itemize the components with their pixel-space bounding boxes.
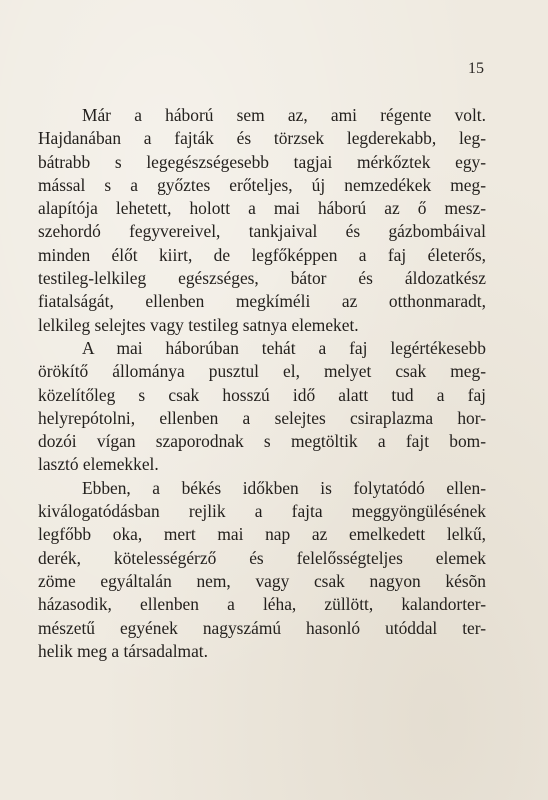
- paragraph-1-line-9: fiatalságát, ellenben megkíméli az otthonmaradt,: [38, 291, 486, 312]
- paragraph-3-line-2: kiválogatódásban rejlik a fajta meggyöngülésének: [38, 501, 486, 522]
- paragraph-3-line-7: mészetű egyének nagyszámú hasonló utóddal ter-: [38, 617, 486, 638]
- paragraph-2-line-4: helyrepótolni, ellenben a selejtes csiraplazma hor-: [38, 407, 486, 428]
- paragraph-1-line-5: alapítója lehetett, holott a mai háború az ő mesz-: [38, 198, 486, 219]
- paragraph-3-line-5: zöme egyáltalán nem, vagy csak nagyon késõn: [38, 570, 486, 591]
- body-text: [38, 104, 486, 663]
- paragraph-2-line-1: A mai háborúban tehát a faj legértékesebb: [82, 337, 486, 358]
- paragraph-1-line-2: Hajdanában a fajták és törzsek legderekabb, leg-: [38, 128, 486, 149]
- page-number: 15: [468, 60, 484, 77]
- paragraph-2-line-2: örökítő állománya pusztul el, melyet csak meg-: [38, 361, 486, 382]
- paragraph-1-line-1: Már a háború sem az, ami régente volt.: [82, 105, 486, 125]
- paragraph-3-line-8: helik meg a társadalmat.: [38, 640, 208, 661]
- paragraph-1-line-7: minden élőt kiirt, de legfőképpen a faj életerős,: [38, 244, 486, 265]
- paragraph-2-line-3: közelítőleg s csak hosszú idő alatt tud a faj: [38, 384, 486, 405]
- paragraph-3-line-4: derék, kötelességérző és felelősségteljes elemek: [38, 547, 486, 568]
- paragraph-1-line-10: lelkileg selejtes vagy testileg satnya elemeket.: [38, 314, 359, 335]
- paragraph-1-line-3: bátrabb s legegészségesebb tagjai mérkőztek egy-: [38, 151, 486, 172]
- paragraph-2-line-5: dozói vígan szaporodnak s megtöltik a fajt bom-: [38, 431, 486, 452]
- paragraph-2-line-6: lasztó elemekkel.: [38, 454, 159, 475]
- paragraph-1-line-8: testileg-lelkileg egészséges, bátor és áldozatkész: [38, 268, 486, 289]
- paragraph-1-line-6: szehordó fegyvereivel, tankjaival és gázbombáival: [38, 221, 486, 242]
- paragraph-3-line-1: Ebben, a békés időkben is folytatódó ellen-: [82, 477, 486, 498]
- paragraph-1-line-4: mással s a győztes erőteljes, új nemzedékek meg-: [38, 174, 486, 195]
- paragraph-3-line-3: legfőbb oka, mert mai nap az emelkedett lelkű,: [38, 524, 486, 545]
- paragraph-3-line-6: házasodik, ellenben a léha, züllött, kalandorter-: [38, 594, 486, 615]
